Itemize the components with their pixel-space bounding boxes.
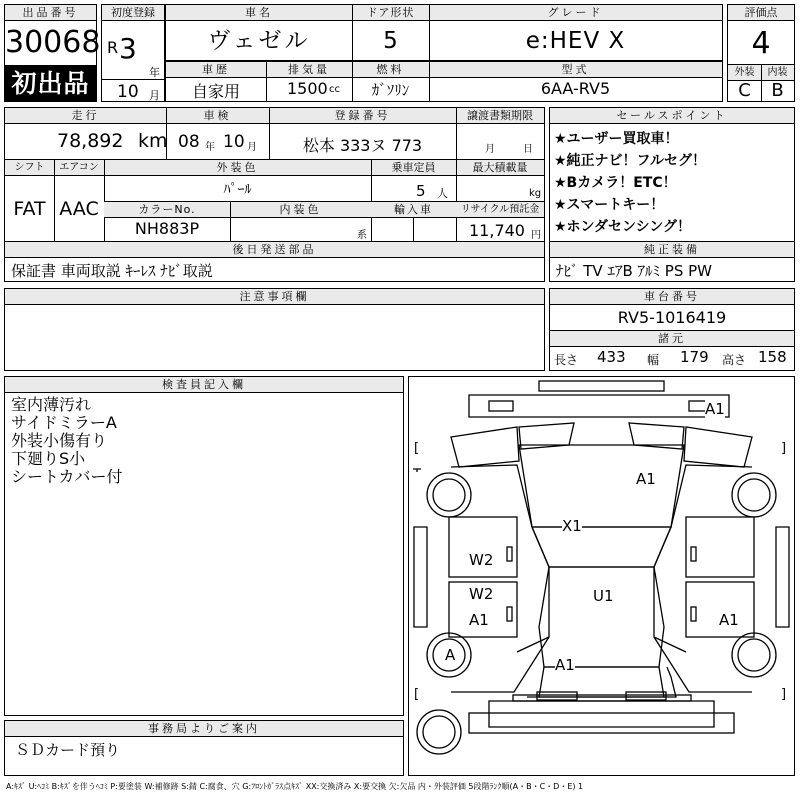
divider — [102, 79, 164, 80]
hood — [519, 445, 684, 527]
capacity-label: 乗車定員 — [371, 160, 456, 176]
mileage-unit: km — [138, 130, 168, 152]
listing-number: 30068 — [5, 25, 101, 60]
front-fender-right — [684, 427, 752, 467]
exterior-label: 外装 — [728, 65, 761, 81]
name-label: 車名 — [166, 5, 352, 21]
listing-number-box — [4, 4, 101, 66]
int-color-label: 内装色 — [230, 202, 371, 218]
inspector-note: 外装小傷有り — [11, 431, 108, 450]
bracket-right-top: ] — [781, 441, 787, 456]
mark-roof: U1 — [593, 587, 614, 605]
equipment-box — [549, 241, 795, 282]
inspector-note: 下廻りS小 — [11, 449, 86, 468]
equipment: ﾅﾋﾞ TV ｴｱB ｱﾙﾐ PS PW — [556, 262, 712, 280]
handle — [507, 607, 512, 621]
displacement-unit: cc — [329, 84, 340, 95]
side-skirt-left — [414, 527, 427, 627]
mark-top-right: A1 — [705, 400, 725, 418]
windshield — [532, 527, 671, 567]
inspection-year-unit: 年 — [205, 142, 215, 153]
bracket-left-top: [ — [414, 441, 420, 456]
inspector-note: シートカバー付 — [11, 467, 123, 486]
capacity-unit: 人 — [437, 187, 448, 200]
mark-rear: A1 — [555, 656, 575, 674]
bracket-left-bottom: [ — [414, 687, 420, 702]
vehicle-second-box — [165, 61, 723, 102]
sales-point: ★ユーザー買取車！ — [554, 131, 679, 147]
legend: A:ｷｽﾞ U:ﾍｺﾐ B:ｷｽﾞを伴うﾍｺﾐ P:要塗装 W:補修跡 S:錆 C:腐食、穴 G:ﾌﾛﾝﾄｶﾞﾗｽ点ｷｽﾞ XX:交換済み X:要交換 欠:欠品 内・外装評価 5段階ﾗﾝｸ順(A・B・C・D・E) 1 — [6, 782, 584, 791]
fog-light-left — [489, 401, 513, 411]
office-label: 事務局よりご案内 — [5, 721, 403, 737]
reg-number: 松本 333ヌ 773 — [302, 136, 423, 155]
fuel-label: 燃料 — [352, 62, 429, 78]
sales-points-box — [549, 107, 795, 242]
import-label: 輸入車 — [371, 202, 456, 218]
mark-hood: A1 — [636, 470, 656, 488]
recycle-unit: 円 — [531, 230, 541, 241]
sales-point: ★純正ナビ！フルセグ！ — [554, 153, 706, 169]
recycle-label: リサイクル預託金 — [456, 202, 544, 218]
sales-point: ★スマートキー！ — [554, 197, 665, 213]
later-parts-box — [4, 241, 545, 282]
month-unit: 月 — [149, 89, 160, 102]
mileage-label: 走行 — [5, 108, 166, 124]
inspection-month-unit: 月 — [247, 142, 257, 153]
mileage-row — [4, 107, 545, 160]
rear-bumper — [489, 701, 714, 727]
sales-points-label: セールスポイント — [550, 108, 794, 124]
score-label: 評価点 — [728, 5, 794, 21]
roof — [539, 567, 664, 667]
side-skirt-right — [776, 527, 789, 627]
mark-rear-wheel: A — [445, 646, 456, 664]
bracket-right-bottom: ] — [781, 687, 787, 702]
inspector-note: サイドミラーA — [11, 413, 117, 432]
height-label: 高さ — [722, 353, 747, 367]
vehicle-name: ヴェゼル — [207, 28, 311, 54]
mileage: 78,892 — [57, 130, 124, 152]
front-bumper-top — [539, 381, 664, 391]
model: 6AA-RV5 — [540, 79, 611, 98]
mark-left-rear: W2 — [469, 585, 494, 603]
inspection-label: 車検 — [166, 108, 269, 124]
ext-color-label: 外装色 — [104, 160, 371, 176]
sales-point: ★Bカメラ！ETC！ — [554, 175, 677, 191]
era: R — [107, 38, 119, 57]
width-label: 幅 — [647, 353, 660, 367]
body-left — [451, 465, 549, 692]
divider — [230, 202, 231, 241]
first-registration-label: 初度登録 — [102, 5, 164, 21]
registration-month: 10 — [117, 82, 139, 102]
notes-box — [4, 288, 545, 371]
inspection-month: 10 — [223, 132, 245, 152]
year-unit: 年 — [149, 66, 160, 79]
divider — [266, 62, 267, 101]
tail-light-right — [626, 692, 666, 700]
sales-point: ★ホンダセンシング！ — [554, 219, 692, 235]
tail-light-left — [537, 692, 577, 700]
first-registration-box — [101, 4, 165, 102]
equipment-label: 純正装備 — [550, 242, 794, 258]
color-no: NH883P — [134, 219, 200, 238]
score: 4 — [751, 26, 771, 61]
recycle-fee: 11,740 — [469, 221, 525, 240]
grade: e:HEV X — [525, 28, 626, 54]
office-box — [4, 720, 404, 776]
divider — [456, 108, 457, 159]
inspection-year: 08 — [178, 132, 200, 152]
first-listing-text: 初出品 — [11, 69, 90, 98]
rear-step — [469, 713, 734, 733]
dims-label: 諸元 — [550, 330, 794, 347]
registration-year: 3 — [119, 32, 137, 65]
int-color-unit: 系 — [357, 230, 367, 241]
score-box — [727, 4, 795, 102]
color-no-label: カラーNo. — [104, 202, 230, 218]
inspector-note: 室内薄汚れ — [11, 395, 92, 414]
divider — [413, 217, 414, 241]
mark-left-quarter: A1 — [469, 611, 489, 629]
inspector-label: 検査員記入欄 — [5, 377, 403, 393]
handle — [507, 547, 512, 561]
listing-number-label: 出品番号 — [5, 5, 96, 21]
max-load-unit: kg — [529, 188, 542, 199]
max-load-label: 最大積載量 — [456, 160, 544, 176]
height: 158 — [758, 348, 787, 366]
length: 433 — [597, 348, 626, 366]
chassis-number: RV5-1016419 — [617, 308, 727, 327]
first-listing-badge — [4, 66, 97, 102]
ac: AAC — [59, 198, 99, 220]
width: 179 — [680, 348, 709, 366]
fuel: ｶﾞｿﾘﾝ — [371, 81, 410, 99]
tick — [413, 469, 421, 472]
office-note: ＳＤカード預り — [15, 741, 121, 759]
chassis-label: 車台番号 — [550, 289, 794, 305]
front-fender-left — [451, 427, 519, 467]
transfer-day-unit: 日 — [523, 144, 533, 155]
car-diagram — [409, 377, 794, 775]
model-label: 型式 — [429, 62, 722, 78]
transfer-month-unit: 月 — [485, 144, 495, 155]
capacity: 5 — [416, 182, 426, 200]
shift-label: シフト — [5, 160, 54, 176]
notes-label: 注意事項欄 — [5, 289, 544, 305]
front-bumper — [469, 395, 729, 417]
later-parts: 保証書 車両取説 ｷｰﾚｽ ﾅﾋﾞ取説 — [11, 262, 213, 280]
grade-label: グレード — [429, 5, 722, 21]
displacement-label: 排気量 — [266, 62, 352, 78]
exterior-rating: C — [738, 80, 751, 101]
car-diagram-box — [408, 376, 795, 776]
ext-color: ﾊﾟｰﾙ — [223, 182, 252, 198]
body-right — [654, 465, 752, 692]
interior-label: 内装 — [761, 65, 794, 81]
ac-label: エアコン — [54, 160, 104, 176]
reg-number-label: 登録番号 — [269, 108, 456, 124]
interior-rating: B — [771, 80, 784, 101]
vehicle-top-box — [165, 4, 723, 61]
later-parts-label: 後日発送部品 — [5, 242, 544, 258]
history: 自家用 — [191, 82, 240, 101]
mark-left-front: W2 — [469, 551, 494, 569]
mark-windshield: X1 — [562, 517, 582, 535]
handle — [691, 547, 696, 561]
handle — [691, 607, 696, 621]
door-label: ドア形状 — [352, 5, 429, 21]
transfer-label: 譲渡書類期限 — [456, 108, 544, 124]
shift: FAT — [13, 198, 46, 220]
chassis-box — [549, 288, 795, 371]
spec-row — [4, 159, 545, 242]
door-count: 5 — [383, 28, 398, 54]
mark-right-quarter: A1 — [719, 611, 739, 629]
inspector-box — [4, 376, 404, 716]
length-label: 長さ — [554, 353, 579, 367]
displacement: 1500 — [287, 79, 328, 98]
history-label: 車歴 — [166, 62, 266, 78]
